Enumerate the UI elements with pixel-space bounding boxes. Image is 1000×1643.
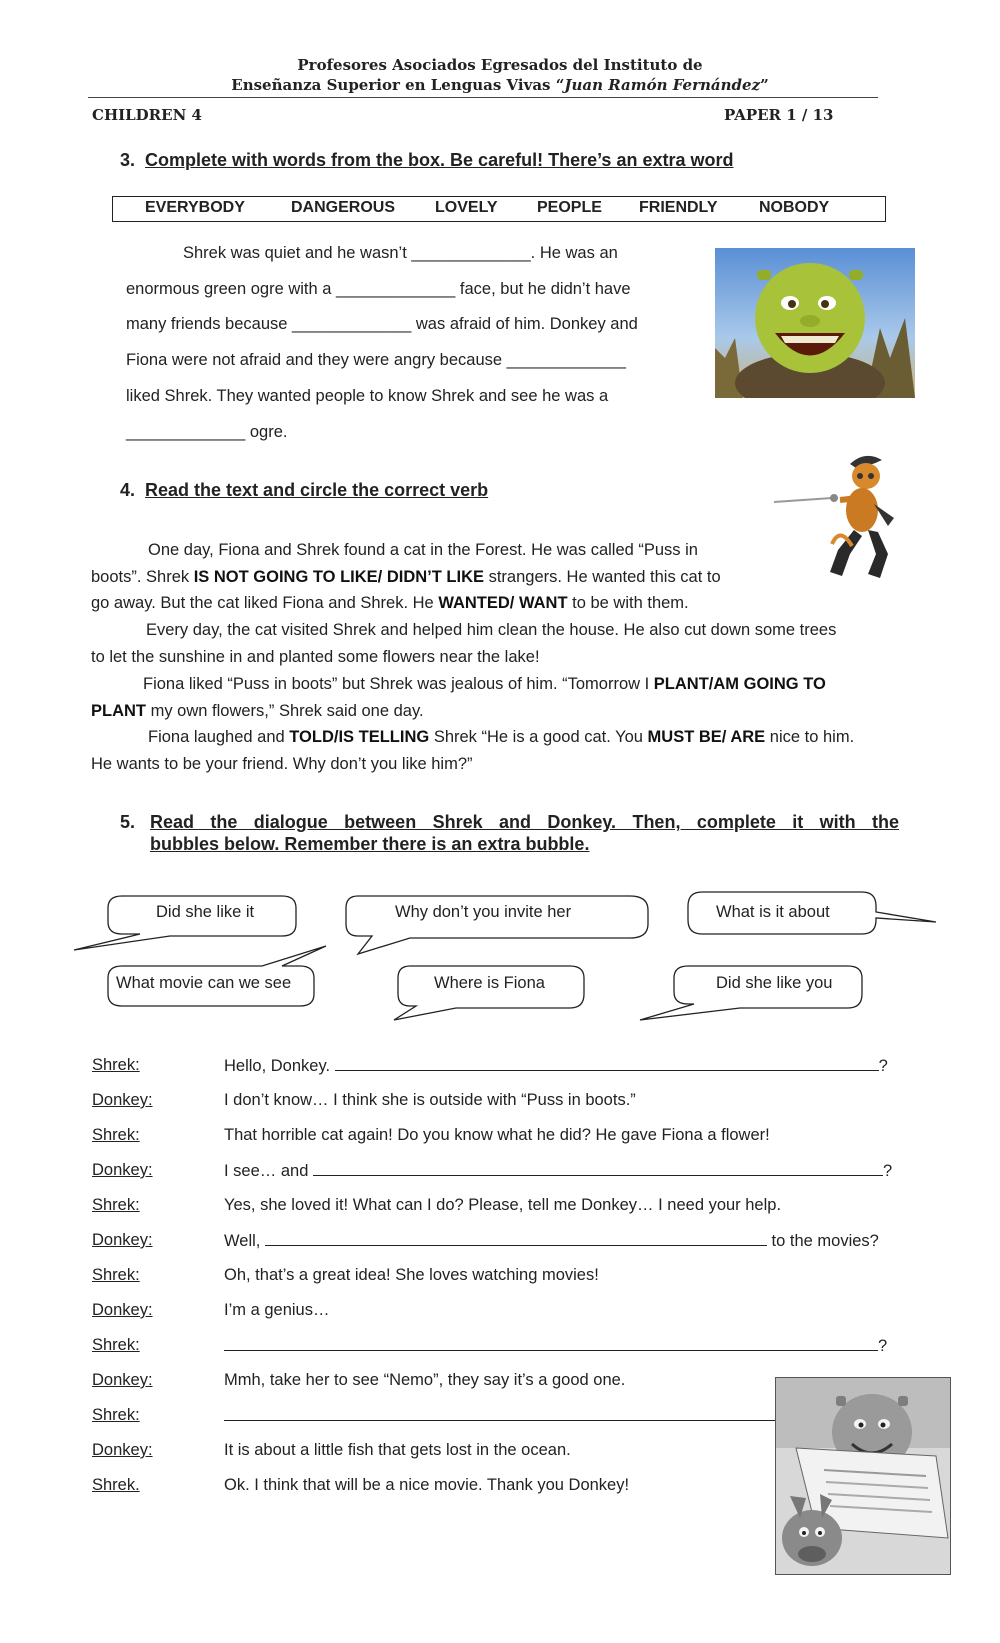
dialogue-line — [224, 1056, 888, 1076]
dialogue-line — [224, 1231, 879, 1251]
dialogue-text-end: ? — [882, 1162, 893, 1180]
dialogue-speaker: Shrek: — [92, 1266, 140, 1284]
text-line — [91, 702, 424, 721]
dialogue-text-end: ? — [878, 1337, 888, 1355]
dialogue-text-end: to the movies? — [766, 1232, 879, 1250]
exercise-5-title-line1 — [150, 812, 899, 833]
puss-in-boots-image — [770, 446, 910, 584]
exercise-3-number: 3. — [120, 150, 136, 170]
dialogue-text: I’m a genius… — [224, 1301, 330, 1319]
course-label: CHILDREN 4 — [92, 106, 202, 124]
dialogue-speaker: Shrek: — [92, 1406, 140, 1424]
exercise-4-title: Read the text and circle the correct verb — [145, 480, 489, 500]
institution-name-line1: Profesores Asociados Egresados del Instituto de — [297, 56, 703, 74]
verb-choice[interactable]: WANTED/ WANT — [438, 594, 568, 612]
answer-blank[interactable] — [224, 1336, 878, 1351]
answer-blank[interactable] — [335, 1056, 879, 1071]
verb-choice[interactable]: PLANT — [91, 702, 146, 720]
text-line: liked Shrek. They wanted people to know Shrek and see he was a — [126, 387, 609, 405]
dialogue-speaker: Donkey: — [92, 1301, 153, 1319]
dialogue-text: It is about a little fish that gets lost in the ocean. — [224, 1441, 571, 1459]
dialogue-text: Ok. I think that will be a nice movie. Thank you Donkey! — [224, 1476, 630, 1494]
text-segment: go away. But the cat liked Fiona and Shrek. He — [91, 594, 439, 612]
exercise-5-title: Read the dialogue between Shrek and Donkey. Then, complete it with the — [150, 812, 899, 832]
text-line — [143, 675, 826, 694]
exercise-5-heading — [120, 812, 135, 833]
text-line: He wants to be your friend. Why don’t you like him?” — [91, 755, 473, 773]
dialogue-text: Yes, she loved it! What can I do? Please, tell me Donkey… I need your help. — [224, 1196, 782, 1214]
dialogue-speaker: Donkey: — [92, 1091, 153, 1109]
speech-bubble[interactable]: What is it about — [716, 903, 830, 921]
shrek-image — [715, 248, 915, 398]
text-line: One day, Fiona and Shrek found a cat in the Forest. He was called “Puss in — [148, 541, 698, 559]
institution-prefix: Enseñanza Superior en Lenguas Vivas “ — [231, 76, 565, 94]
exercise-5-number: 5. — [120, 812, 136, 832]
dialogue-text-end: ? — [878, 1057, 888, 1075]
answer-blank[interactable] — [265, 1231, 767, 1246]
paper-number: PAPER 1 / 13 — [724, 106, 834, 124]
text-line: enormous green ogre with a _____________ face, but he didn’t have — [126, 280, 631, 298]
dialogue-speaker: Shrek. — [92, 1476, 140, 1494]
text-line: many friends because _____________ was afraid of him. Donkey and — [126, 315, 638, 333]
speech-bubble[interactable]: What movie can we see — [116, 974, 292, 992]
exercise-4-heading — [120, 480, 488, 501]
institution-italic-name: Juan Ramón Fernández — [564, 76, 761, 94]
speech-bubble[interactable]: Did she like it — [156, 903, 255, 921]
institution-suffix: ” — [760, 76, 769, 94]
dialogue-speaker: Donkey: — [92, 1371, 153, 1389]
exercise-5-subtitle: bubbles below. Remember there is an extra bubble. — [150, 834, 590, 854]
speech-bubble[interactable]: Did she like you — [716, 974, 833, 992]
text-line: Every day, the cat visited Shrek and helped him clean the house. He also cut down some trees — [146, 621, 837, 639]
text-segment: Fiona liked “Puss in boots” but Shrek was jealous of him. “Tomorrow I — [143, 675, 654, 693]
exercise-3-title: Complete with words from the box. Be careful! There’s an extra word — [145, 150, 734, 170]
dialogue-speaker: Shrek: — [92, 1196, 140, 1214]
dialogue-text: I don’t know… I think she is outside with “Puss in boots.” — [224, 1091, 636, 1109]
dialogue-line — [224, 1161, 892, 1181]
text-line — [91, 594, 689, 613]
verb-choice[interactable]: MUST BE/ ARE — [647, 728, 766, 746]
exercise-4-number: 4. — [120, 480, 136, 500]
speech-bubble[interactable]: Why don’t you invite her — [395, 903, 572, 921]
dialogue-text: Hello, Donkey. — [224, 1057, 335, 1075]
dialogue-text: Mmh, take her to see “Nemo”, they say it’s a good one. — [224, 1371, 626, 1389]
answer-blank[interactable] — [224, 1406, 784, 1421]
speech-bubble[interactable]: Where is Fiona — [434, 974, 545, 992]
verb-choice[interactable]: PLANT/AM GOING TO — [653, 675, 826, 693]
dialogue-speaker: Shrek: — [92, 1056, 140, 1074]
text-segment: Shrek “He is a good cat. You — [429, 728, 648, 746]
word-box — [112, 196, 886, 222]
dialogue-speaker: Donkey: — [92, 1441, 153, 1459]
dialogue-speaker: Shrek: — [92, 1336, 140, 1354]
word-box-item: PEOPLE — [537, 199, 602, 216]
dialogue-speaker: Donkey: — [92, 1161, 153, 1179]
word-box-item: LOVELY — [435, 199, 498, 216]
exercise-5-title-line2 — [150, 834, 589, 855]
text-line — [91, 568, 721, 587]
dialogue-speaker: Donkey: — [92, 1231, 153, 1249]
text-line — [148, 728, 854, 747]
dialogue-text: Well, — [224, 1232, 265, 1250]
word-box-item: EVERYBODY — [145, 199, 245, 216]
dialogue-line — [224, 1336, 887, 1356]
word-box-item: DANGEROUS — [291, 199, 396, 216]
institution-name-line2 — [0, 76, 1000, 94]
shrek-donkey-newspaper-image — [775, 1377, 951, 1575]
exercise-3-heading — [120, 150, 733, 171]
text-segment: boots”. Shrek — [91, 568, 194, 586]
text-segment: strangers. He wanted this cat to — [484, 568, 721, 586]
text-segment: Fiona laughed and — [148, 728, 290, 746]
text-line: Shrek was quiet and he wasn’t _____________. He was an — [183, 244, 618, 262]
text-segment: nice to him. — [765, 728, 855, 746]
dialogue-speaker: Shrek: — [92, 1126, 140, 1144]
text-segment: my own flowers,” Shrek said one day. — [146, 702, 424, 720]
word-box-item: FRIENDLY — [639, 199, 718, 216]
word-box-item: NOBODY — [759, 199, 830, 216]
dialogue-line — [224, 1406, 784, 1426]
text-line: _____________ ogre. — [126, 423, 288, 441]
verb-choice[interactable]: IS NOT GOING TO LIKE/ DIDN’T LIKE — [193, 568, 485, 586]
text-line: to let the sunshine in and planted some flowers near the lake! — [91, 648, 540, 666]
dialogue-text: I see… and — [224, 1162, 313, 1180]
verb-choice[interactable]: TOLD/IS TELLING — [289, 728, 430, 746]
dialogue-text: That horrible cat again! Do you know what he did? He gave Fiona a flower! — [224, 1126, 770, 1144]
text-line: Fiona were not afraid and they were angry because _____________ — [126, 351, 626, 369]
text-segment: to be with them. — [567, 594, 689, 612]
header-rule — [88, 97, 878, 98]
dialogue-text: Oh, that’s a great idea! She loves watching movies! — [224, 1266, 599, 1284]
answer-blank[interactable] — [313, 1161, 883, 1176]
